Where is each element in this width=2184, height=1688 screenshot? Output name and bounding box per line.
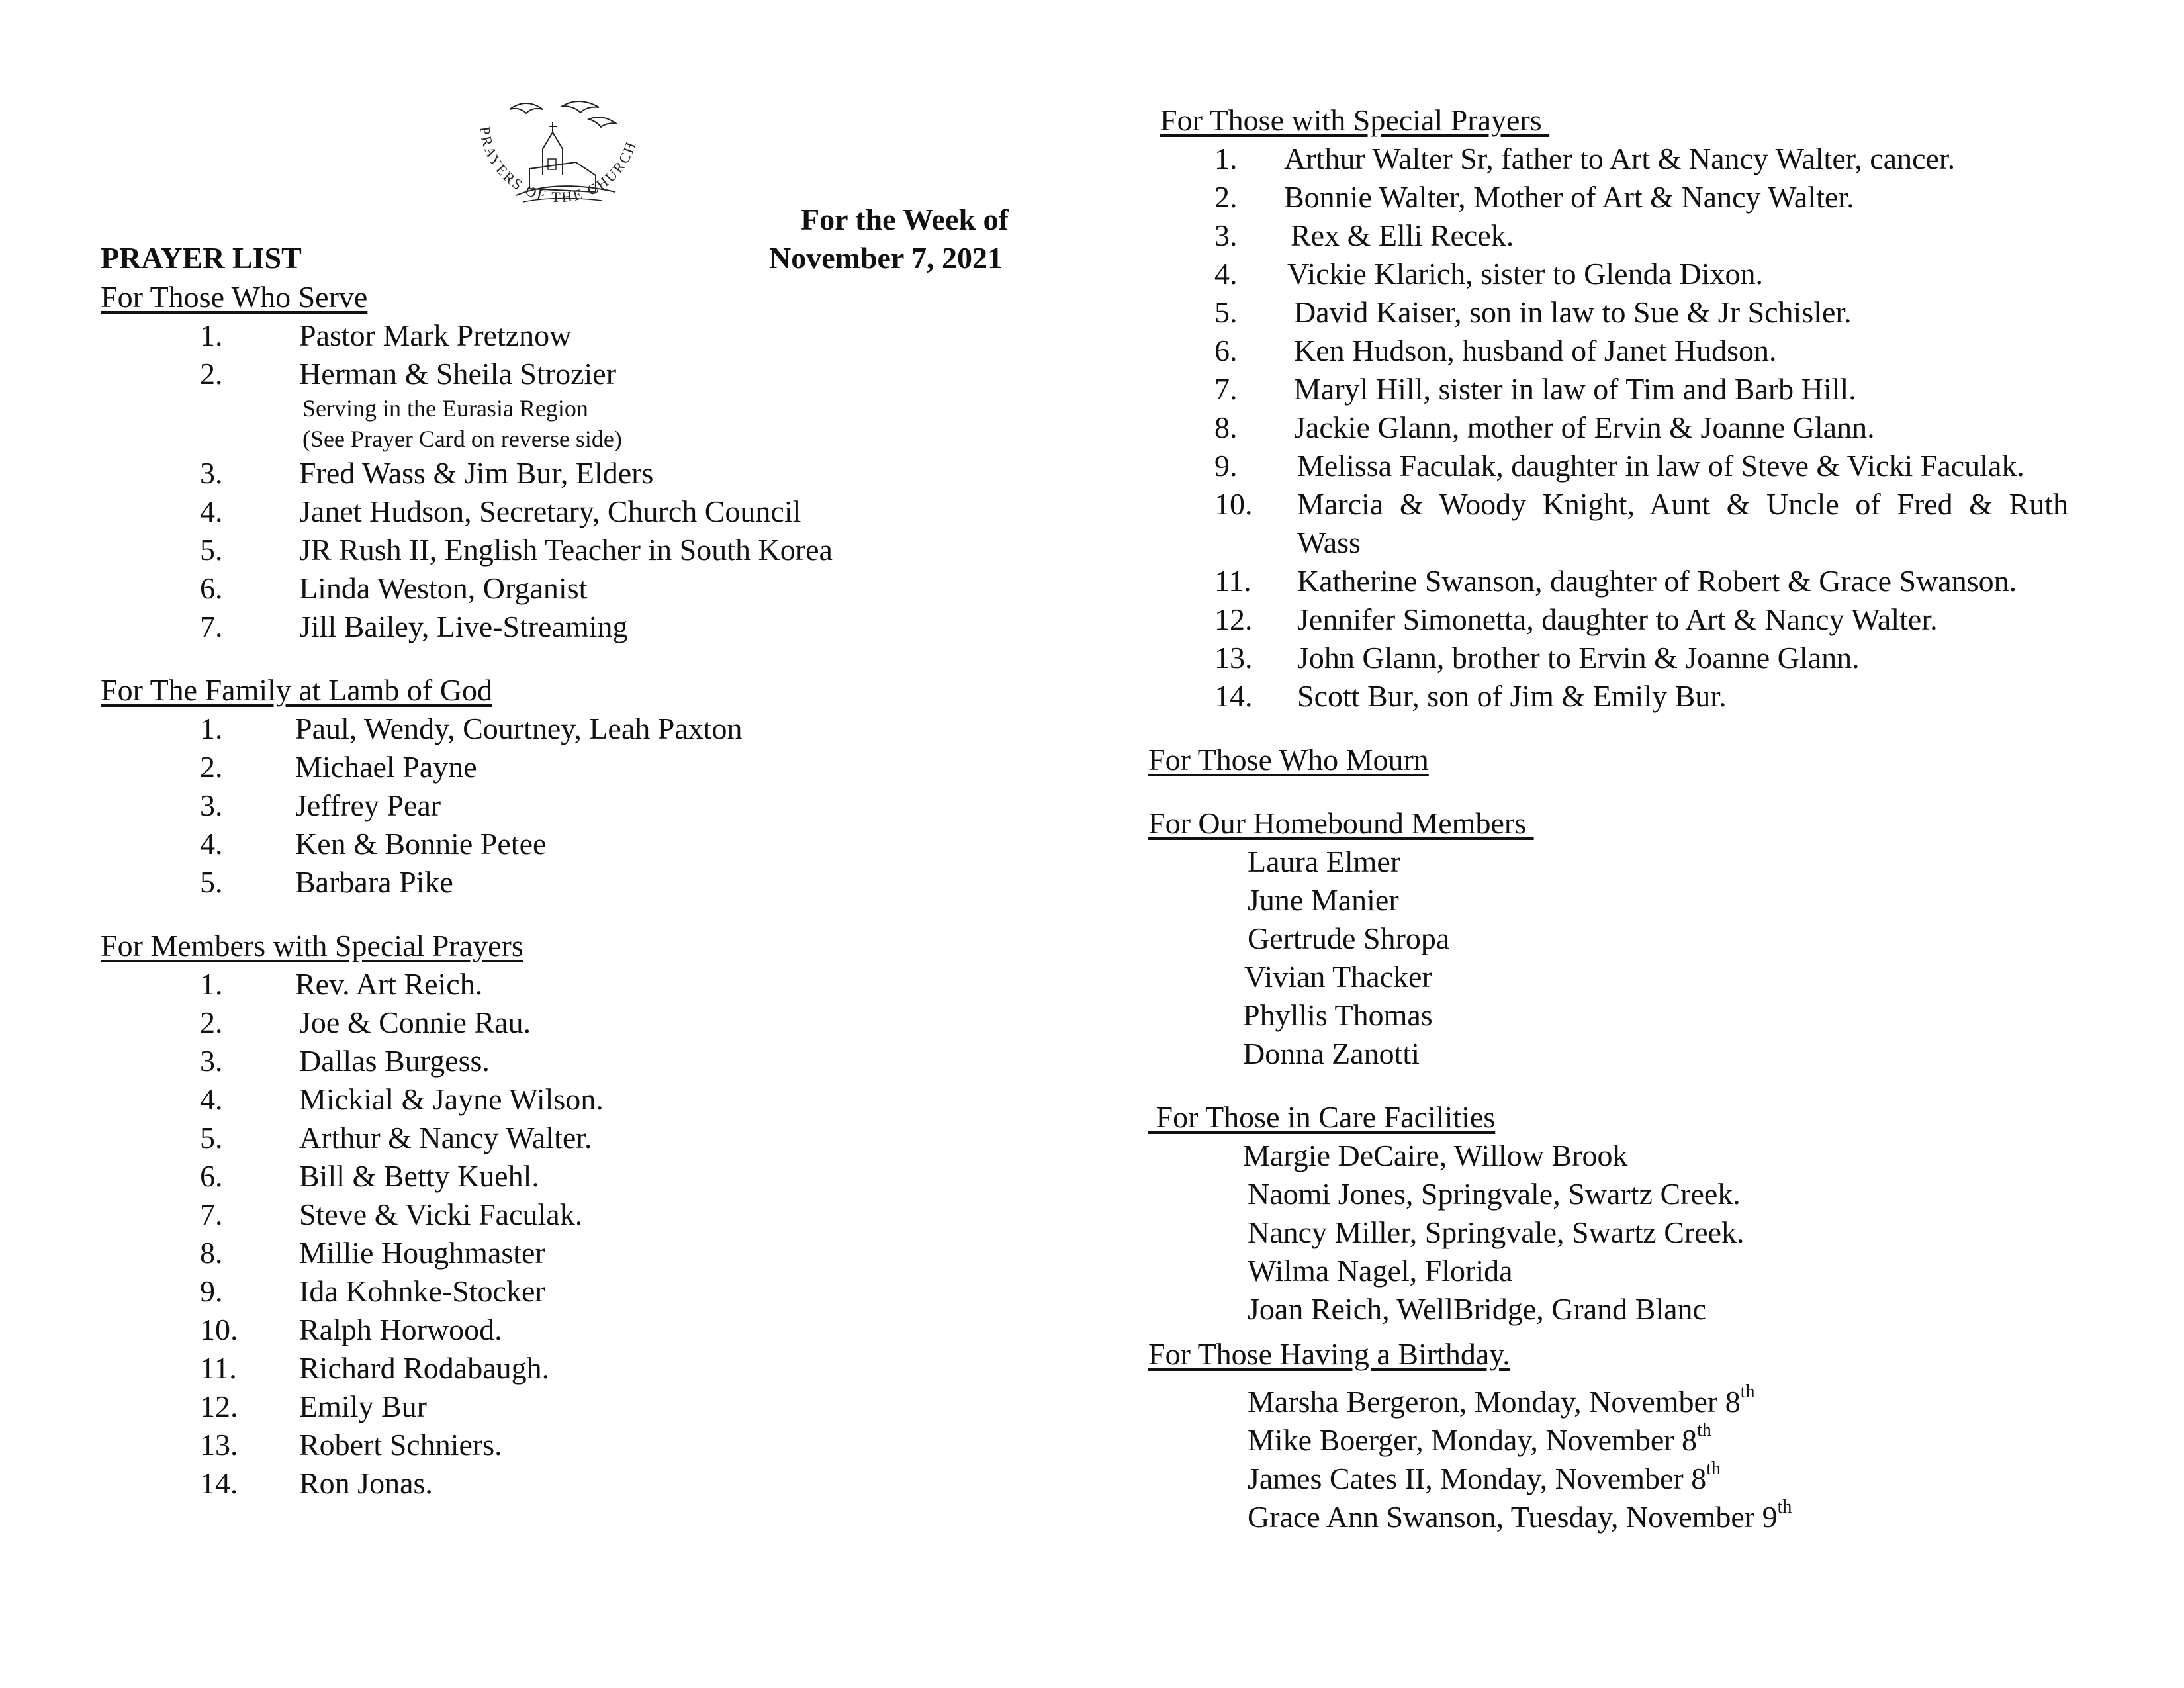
item-number: 11. bbox=[1214, 564, 1251, 598]
item-number: 3. bbox=[200, 456, 223, 490]
item-number: 6. bbox=[200, 571, 223, 605]
item-text: Ida Kohnke-Stocker bbox=[299, 1274, 545, 1308]
list-item bbox=[1148, 140, 2115, 178]
item-text: Vickie Klarich, sister to Glenda Dixon. bbox=[1287, 257, 1763, 291]
item-number: 2. bbox=[1214, 180, 1238, 214]
page-title: PRAYER LIST bbox=[101, 241, 302, 275]
church-doves-logo bbox=[463, 96, 655, 238]
item-number: 2. bbox=[200, 1006, 223, 1039]
section-care-facilities bbox=[1148, 1098, 2115, 1329]
item-text: Steve & Vicki Faculak. bbox=[299, 1197, 583, 1231]
section-mourn bbox=[1148, 741, 2115, 779]
item-number: 1. bbox=[200, 967, 223, 1001]
item-text: Mickial & Jayne Wilson. bbox=[299, 1082, 604, 1116]
item-number: 10. bbox=[1214, 487, 1253, 521]
list-item bbox=[101, 1042, 1093, 1080]
item-number: 12. bbox=[1214, 602, 1253, 636]
list-item bbox=[101, 492, 1093, 531]
note-line: Serving in the Eurasia Region bbox=[302, 395, 588, 422]
item-text: Jill Bailey, Live-Streaming bbox=[299, 610, 628, 643]
svg-text:PRAYERS OF THE CHURCH bbox=[477, 126, 639, 205]
item-number: 5. bbox=[1214, 295, 1238, 329]
item-text: Rev. Art Reich. bbox=[295, 967, 483, 1001]
list-item bbox=[101, 316, 1093, 355]
list-item: Wilma Nagel, Florida bbox=[1248, 1254, 1513, 1288]
item-text: Arthur Walter Sr, father to Art & Nancy Walter, cancer. bbox=[1284, 142, 1956, 175]
item-number: 7. bbox=[200, 610, 223, 643]
list-item bbox=[1148, 255, 2115, 293]
list-item bbox=[1148, 1383, 2115, 1421]
item-text: Linda Weston, Organist bbox=[299, 571, 588, 605]
section-title: For Members with Special Prayers bbox=[101, 929, 523, 962]
section-birthday bbox=[1148, 1335, 2115, 1536]
item-text: Barbara Pike bbox=[295, 865, 453, 899]
list-item bbox=[101, 1311, 1093, 1349]
ordinal-suffix: th bbox=[1706, 1458, 1721, 1479]
item-text: Katherine Swanson, daughter of Robert & Grace Swanson. bbox=[1297, 564, 2017, 598]
item-text: Joe & Connie Rau. bbox=[299, 1006, 531, 1039]
item-number: 7. bbox=[200, 1197, 223, 1231]
item-text: Emily Bur bbox=[299, 1389, 427, 1423]
list-item bbox=[101, 454, 1093, 492]
list-item: Gertrude Shropa bbox=[1248, 921, 1450, 955]
item-number: 8. bbox=[200, 1236, 223, 1270]
item-text: Ken & Bonnie Petee bbox=[295, 827, 547, 861]
item-number: 4. bbox=[1214, 257, 1238, 291]
item-number: 12. bbox=[200, 1389, 238, 1423]
item-text: Jennifer Simonetta, daughter to Art & Nancy Walter. bbox=[1297, 602, 1938, 636]
item-number: 6. bbox=[1214, 334, 1238, 367]
item-text: Millie Houghmaster bbox=[299, 1236, 545, 1270]
item-text: Robert Schniers. bbox=[299, 1428, 502, 1462]
list-item bbox=[101, 355, 1093, 393]
list-item bbox=[1148, 293, 2115, 332]
section-title: For Those Who Mourn bbox=[1148, 743, 1429, 776]
item-text: Ralph Horwood. bbox=[299, 1313, 502, 1346]
section-title: For Those in Care Facilities bbox=[1148, 1100, 1496, 1134]
item-number: 2. bbox=[200, 750, 223, 784]
list-item bbox=[101, 1349, 1093, 1387]
item-number: 1. bbox=[200, 318, 223, 352]
item-text: Ron Jonas. bbox=[299, 1466, 433, 1500]
section-special-prayers bbox=[1148, 101, 2115, 716]
list-item bbox=[1148, 216, 2115, 255]
week-date: November 7, 2021 bbox=[769, 241, 1003, 275]
section-title: For Those Having a Birthday. bbox=[1148, 1337, 1510, 1371]
section-members-special-prayers bbox=[101, 927, 1093, 1503]
item-text: Herman & Sheila Strozier bbox=[299, 357, 617, 391]
item-number: 3. bbox=[1214, 218, 1238, 252]
item-number: 1. bbox=[200, 712, 223, 745]
list-item bbox=[1148, 485, 2115, 562]
birthday-text: Marsha Bergeron, Monday, November 8 bbox=[1248, 1385, 1741, 1419]
item-text: Ken Hudson, husband of Janet Hudson. bbox=[1294, 334, 1777, 367]
item-text: Fred Wass & Jim Bur, Elders bbox=[299, 456, 654, 490]
list-item: Phyllis Thomas bbox=[1243, 998, 1433, 1032]
ordinal-suffix: th bbox=[1777, 1496, 1792, 1517]
item-number: 4. bbox=[200, 827, 223, 861]
section-those-who-serve bbox=[101, 278, 1093, 646]
item-number: 8. bbox=[1214, 410, 1238, 444]
list-item: Vivian Thacker bbox=[1244, 960, 1432, 994]
list-item: Donna Zanotti bbox=[1243, 1037, 1420, 1070]
item-text: David Kaiser, son in law to Sue & Jr Schisler. bbox=[1294, 295, 1852, 329]
item-number: 13. bbox=[1214, 641, 1253, 675]
list-item bbox=[1148, 677, 2115, 716]
logo-text: PRAYERS OF THE CHURCH bbox=[477, 126, 640, 206]
item-text-continued: Wass bbox=[1297, 526, 1361, 559]
ordinal-suffix: th bbox=[1697, 1419, 1711, 1440]
section-title: For Our Homebound Members bbox=[1148, 806, 1534, 840]
item-number: 13. bbox=[200, 1428, 238, 1462]
list-item bbox=[1148, 1498, 2115, 1536]
item-number: 10. bbox=[200, 1313, 238, 1346]
item-text: Maryl Hill, sister in law of Tim and Barb Hill. bbox=[1294, 372, 1856, 406]
item-number: 3. bbox=[200, 788, 223, 822]
item-number: 1. bbox=[1214, 142, 1238, 175]
list-item bbox=[101, 786, 1093, 825]
section-family bbox=[101, 671, 1093, 902]
list-item bbox=[101, 1119, 1093, 1157]
section-title: For The Family at Lamb of God bbox=[101, 673, 492, 707]
item-text: Michael Payne bbox=[295, 750, 477, 784]
list-item bbox=[1148, 408, 2115, 447]
list-item bbox=[101, 531, 1093, 569]
list-item bbox=[1148, 639, 2115, 677]
item-text: Paul, Wendy, Courtney, Leah Paxton bbox=[295, 712, 743, 745]
item-text: John Glann, brother to Ervin & Joanne Glann. bbox=[1297, 641, 1860, 675]
item-text: Pastor Mark Pretznow bbox=[299, 318, 572, 352]
birthday-text: Mike Boerger, Monday, November 8 bbox=[1248, 1423, 1698, 1457]
note-line: (See Prayer Card on reverse side) bbox=[302, 426, 622, 452]
item-text: Rex & Elli Recek. bbox=[1291, 218, 1514, 252]
ordinal-suffix: th bbox=[1740, 1381, 1755, 1402]
section-title: For Those Who Serve bbox=[101, 280, 368, 314]
section-title: For Those with Special Prayers bbox=[1160, 103, 1550, 137]
right-column bbox=[1148, 101, 2115, 1536]
list-item: Laura Elmer bbox=[1248, 845, 1401, 878]
item-number: 3. bbox=[200, 1044, 223, 1078]
birthday-text: James Cates II, Monday, November 8 bbox=[1248, 1462, 1707, 1495]
item-text: Dallas Burgess. bbox=[299, 1044, 490, 1078]
item-number: 5. bbox=[200, 865, 223, 899]
item-number: 2. bbox=[200, 357, 223, 391]
item-number: 4. bbox=[200, 1082, 223, 1116]
item-text: Marcia & Woody Knight, Aunt & Uncle of Fred & Ruth bbox=[1297, 487, 2068, 521]
list-item bbox=[1148, 332, 2115, 370]
birthday-text: Grace Ann Swanson, Tuesday, November 9 bbox=[1248, 1500, 1778, 1534]
item-text: Bill & Betty Kuehl. bbox=[299, 1159, 539, 1193]
item-text: JR Rush II, English Teacher in South Korea bbox=[299, 533, 833, 567]
left-column bbox=[101, 278, 1093, 1503]
item-text: Melissa Faculak, daughter in law of Steve & Vicki Faculak. bbox=[1297, 449, 2025, 483]
item-text: Janet Hudson, Secretary, Church Council bbox=[299, 494, 801, 528]
list-item bbox=[101, 748, 1093, 786]
week-label: For the Week of bbox=[801, 203, 1009, 236]
item-number: 14. bbox=[200, 1466, 238, 1500]
list-item: Nancy Miller, Springvale, Swartz Creek. bbox=[1248, 1215, 1745, 1249]
list-item bbox=[1148, 178, 2115, 216]
item-text: Bonnie Walter, Mother of Art & Nancy Walter. bbox=[1284, 180, 1854, 214]
item-number: 11. bbox=[200, 1351, 237, 1385]
item-text: Jackie Glann, mother of Ervin & Joanne Glann. bbox=[1294, 410, 1875, 444]
item-text: Scott Bur, son of Jim & Emily Bur. bbox=[1297, 679, 1727, 713]
list-item bbox=[101, 710, 1093, 748]
item-text: Richard Rodabaugh. bbox=[299, 1351, 550, 1385]
list-item bbox=[101, 1387, 1093, 1426]
list-item bbox=[101, 1157, 1093, 1196]
list-item bbox=[101, 1234, 1093, 1272]
list-item bbox=[1148, 1460, 2115, 1498]
item-number: 9. bbox=[200, 1274, 223, 1308]
section-homebound bbox=[1148, 804, 2115, 1073]
item-number: 7. bbox=[1214, 372, 1238, 406]
list-item bbox=[101, 1004, 1093, 1042]
item-number: 5. bbox=[200, 1121, 223, 1154]
list-item bbox=[101, 608, 1093, 646]
list-item bbox=[101, 863, 1093, 902]
list-item bbox=[101, 825, 1093, 863]
list-item: June Manier bbox=[1248, 883, 1399, 917]
item-number: 6. bbox=[200, 1159, 223, 1193]
list-item: Naomi Jones, Springvale, Swartz Creek. bbox=[1248, 1177, 1741, 1211]
list-item bbox=[1148, 600, 2115, 639]
list-item bbox=[1148, 370, 2115, 408]
list-item bbox=[101, 1426, 1093, 1464]
item-text: Jeffrey Pear bbox=[295, 788, 441, 822]
item-text: Arthur & Nancy Walter. bbox=[299, 1121, 592, 1154]
list-item bbox=[101, 1272, 1093, 1311]
list-item: Margie DeCaire, Willow Brook bbox=[1243, 1139, 1628, 1172]
item-number: 5. bbox=[200, 533, 223, 567]
list-item bbox=[101, 1080, 1093, 1119]
item-number: 9. bbox=[1214, 449, 1238, 483]
list-item bbox=[1148, 447, 2115, 485]
item-number: 14. bbox=[1214, 679, 1253, 713]
list-item bbox=[1148, 562, 2115, 600]
list-item bbox=[1148, 1421, 2115, 1460]
list-item bbox=[101, 1196, 1093, 1234]
list-item: Joan Reich, WellBridge, Grand Blanc bbox=[1248, 1292, 1706, 1326]
list-item bbox=[101, 569, 1093, 608]
list-item bbox=[101, 965, 1093, 1004]
item-number: 4. bbox=[200, 494, 223, 528]
list-item bbox=[101, 1464, 1093, 1503]
